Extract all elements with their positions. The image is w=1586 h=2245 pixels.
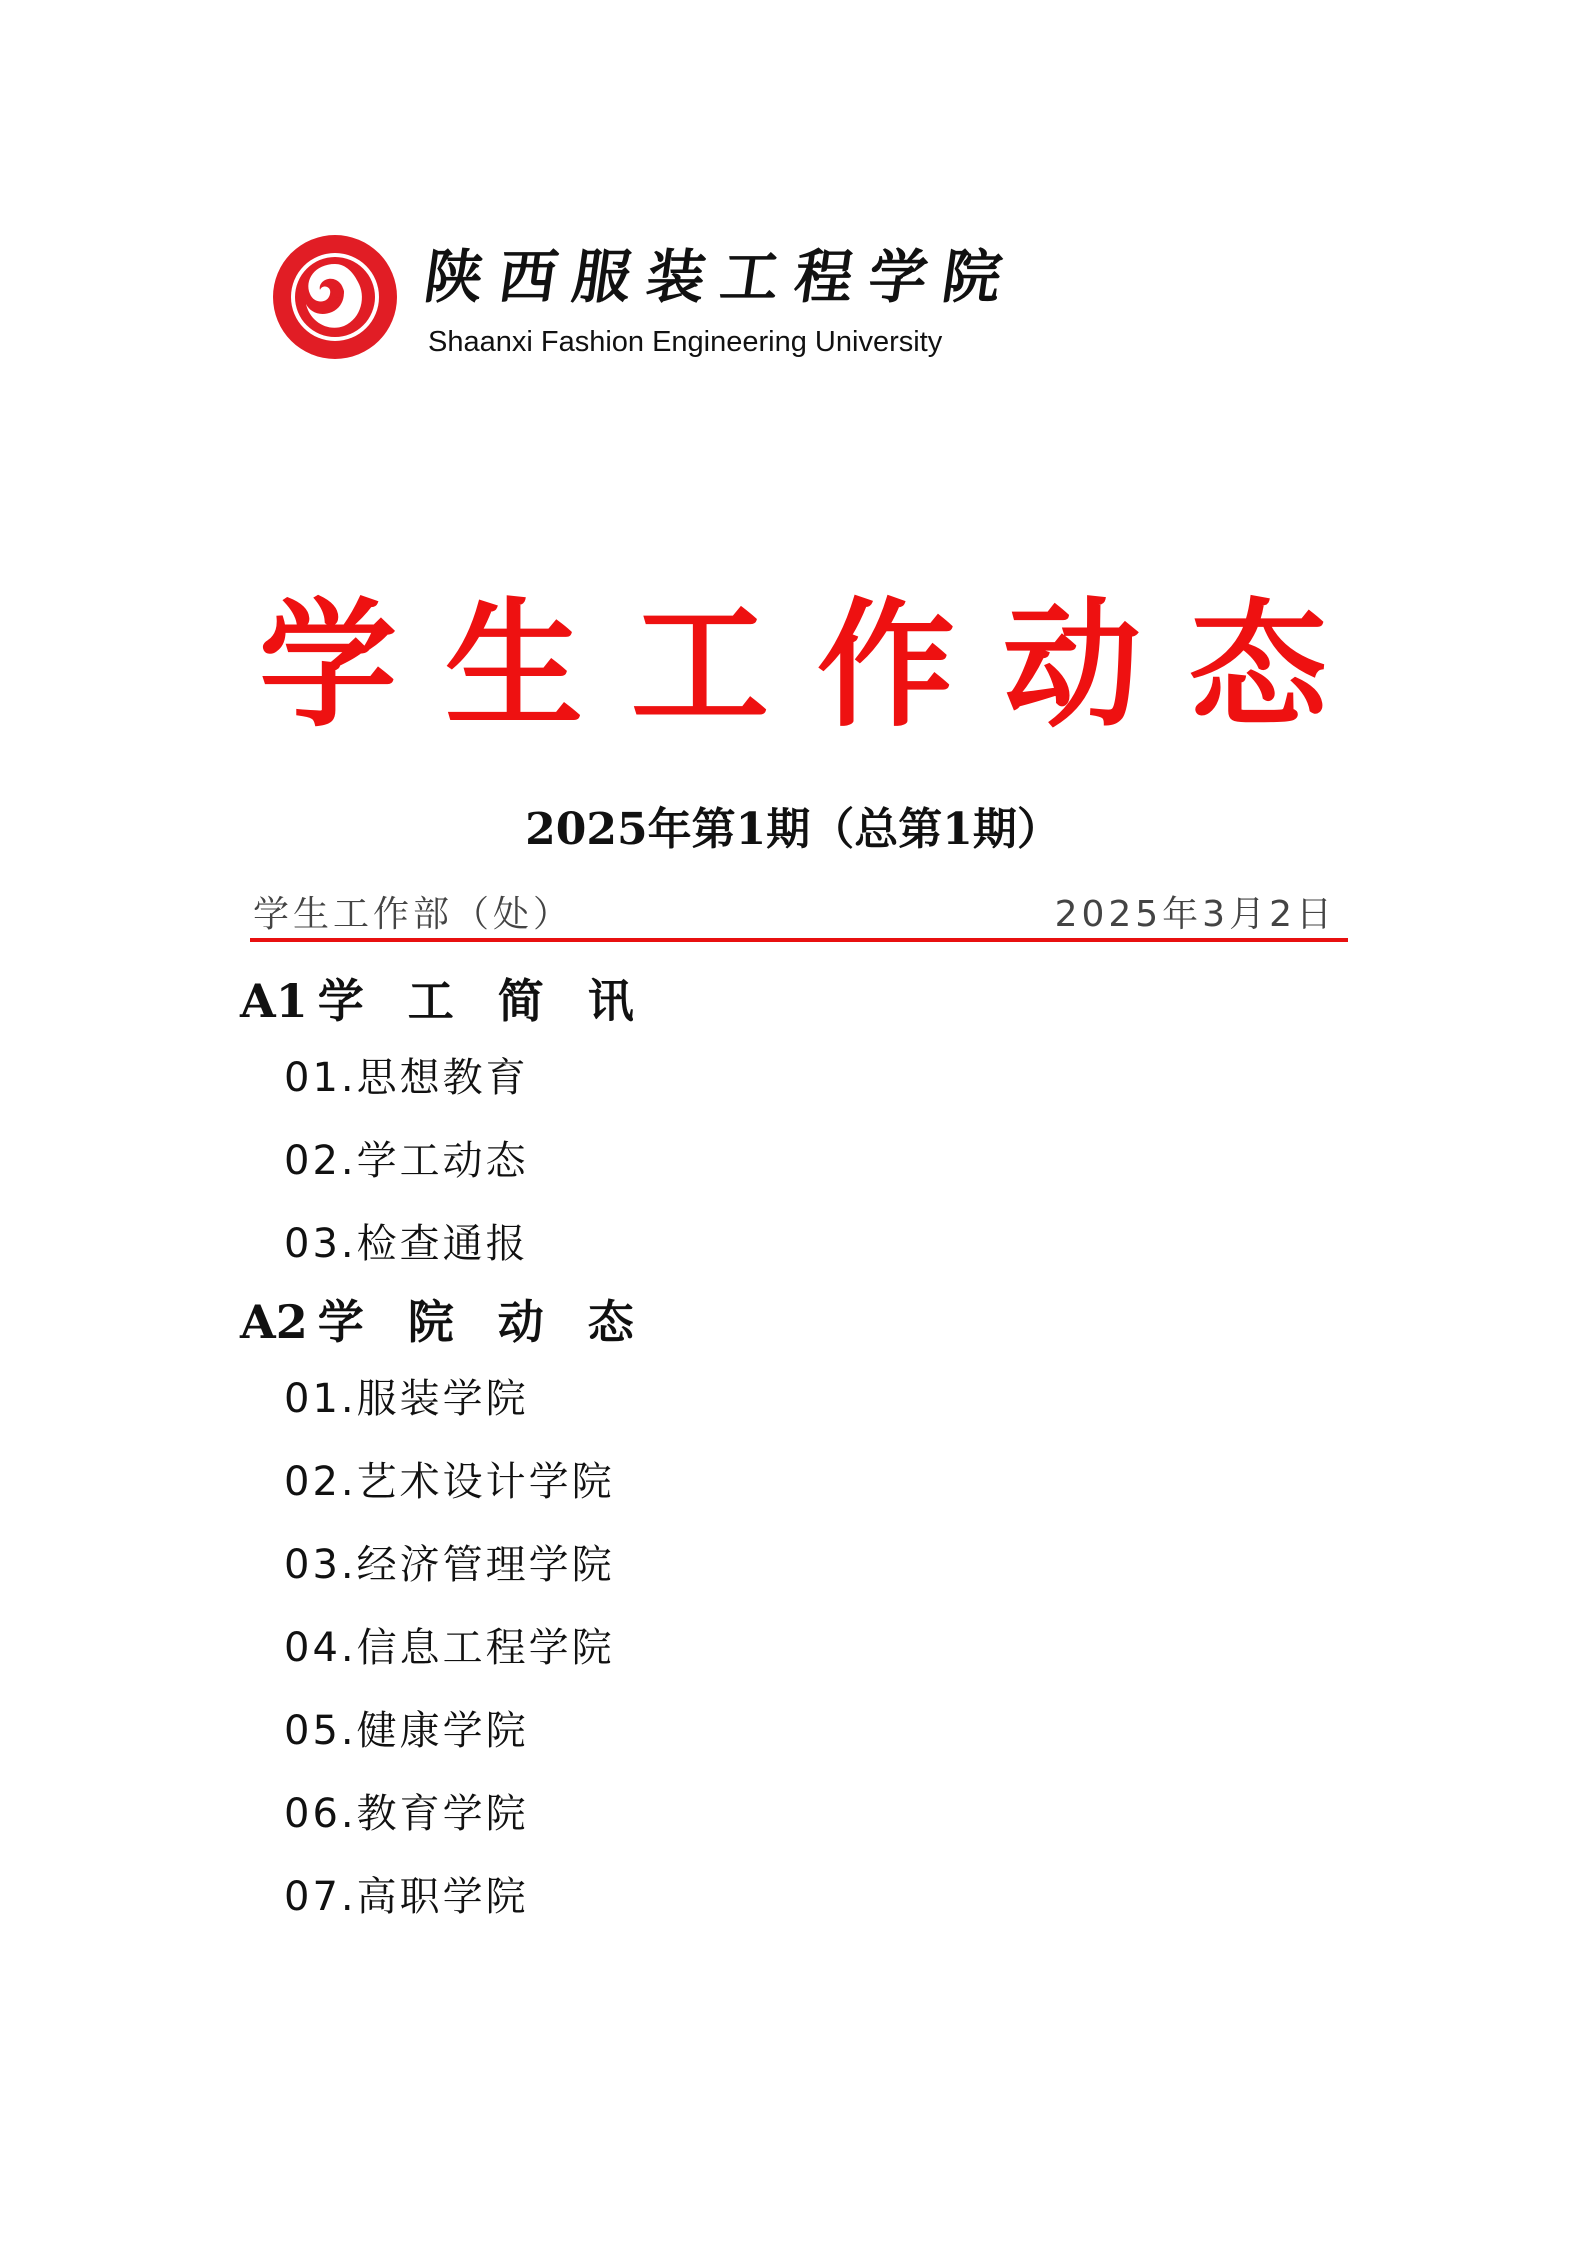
newsletter-title: 学生工作动态 [258,583,1375,746]
toc-section-heading [240,1286,1340,1358]
university-logo [270,232,1022,372]
section-title: 学 院 动 态 [317,1295,648,1349]
section-title: 学 工 简 讯 [317,974,648,1028]
toc-section-heading [240,965,1340,1037]
toc-item: 06.教育学院 [284,1791,529,1837]
university-seal-icon [270,232,400,362]
red-divider-line [250,938,1348,942]
toc-item: 04.信息工程学院 [284,1625,615,1671]
toc-item: 01.思想教育 [284,1055,529,1101]
university-name-chinese: 陕西服装工程学院 [420,243,1022,311]
toc-item: 02.学工动态 [284,1138,529,1184]
publish-date: 2025年3月2日 [1054,894,1336,935]
toc-item: 05.健康学院 [284,1708,529,1754]
university-name-english: Shaanxi Fashion Engineering University [428,326,943,358]
toc-item: 07.高职学院 [284,1874,529,1920]
issue-number: 2025年第1期（总第1期） [525,804,1061,855]
toc-item: 03.经济管理学院 [284,1542,615,1588]
section-code: A1 [240,974,308,1028]
section-code: A2 [240,1295,308,1349]
department-label: 学生工作部（处） [253,894,574,935]
table-of-contents [240,965,1340,1939]
toc-item: 02.艺术设计学院 [284,1459,615,1505]
toc-item: 03.检查通报 [284,1221,529,1267]
toc-item: 01.服装学院 [284,1376,529,1422]
